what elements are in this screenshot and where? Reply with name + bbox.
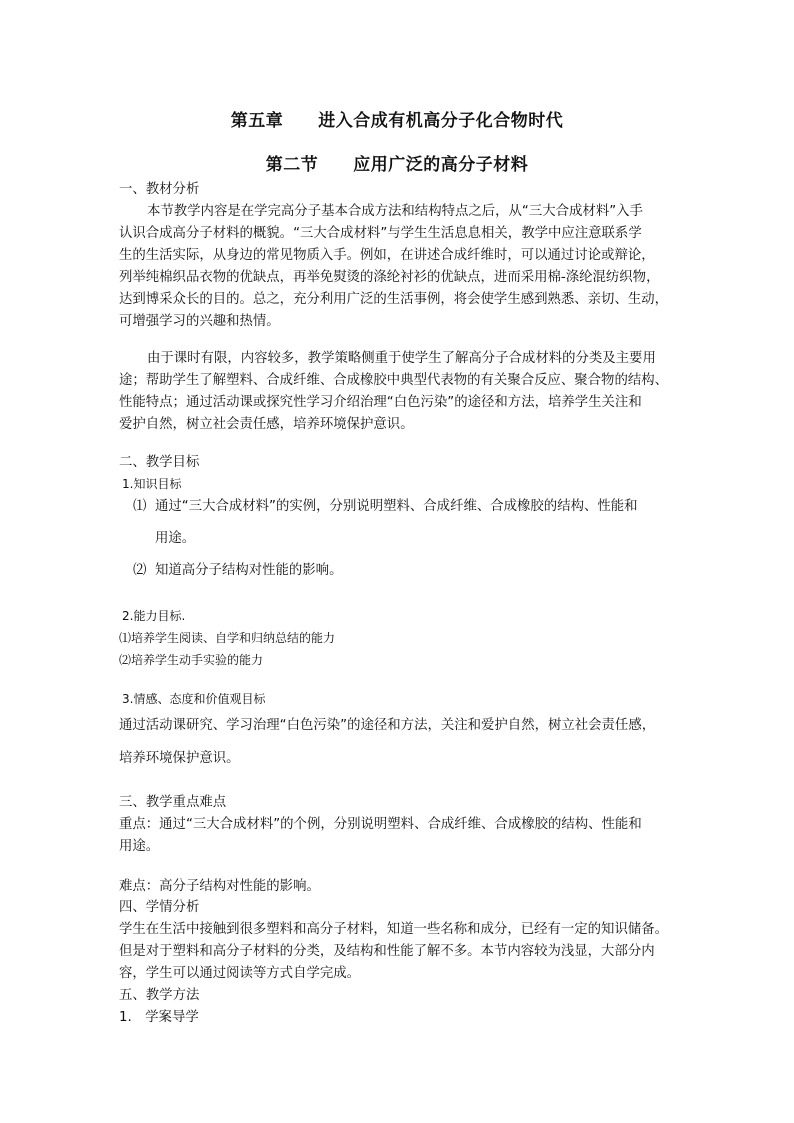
chapter-title: 第五章 进入合成有机高分子化合物时代 xyxy=(230,111,564,131)
method-item-1: 1. 学案导学 xyxy=(119,1010,199,1025)
heading-teaching-methods: 五、教学方法 xyxy=(119,988,200,1003)
paragraph-line: 生的生活实际，从身边的常见物质入手。例如，在讲述合成纤维时，可以通过讨论或辩论， xyxy=(119,248,655,263)
paragraph-line: 列举纯棉织品衣物的优缺点，再举免熨烫的涤纶衬衫的优缺点，进而采用棉-涤纶混纺织物， xyxy=(119,270,660,285)
key-point-line1: 重点：通过“三大合成材料”的个例，分别说明塑料、合成纤维、合成橡胶的结构、性能和 xyxy=(119,817,642,832)
paragraph-line: 可增强学习的兴趣和热情。 xyxy=(119,314,280,329)
list-number: ⑴ xyxy=(133,499,147,514)
heading-teaching-objectives: 二、教学目标 xyxy=(119,455,200,470)
paragraph-line: 容，学生可以通过阅读等方式自学完成。 xyxy=(119,966,361,981)
heading-key-points: 三、教学重点难点 xyxy=(119,795,227,810)
emotion-objective-title: 3.情感、态度和价值观目标 xyxy=(122,692,266,706)
emotion-objective-line1: 通过活动课研究、学习治理“白色污染”的途径和方法，关注和爱护自然，树立社会责任感， xyxy=(119,718,656,733)
paragraph-line: 途；帮助学生了解塑料、合成纤维、合成橡胶中典型代表物的有关聚合反应、聚合物的结构、 xyxy=(119,373,669,388)
paragraph-line: 达到博采众长的目的。总之，充分利用广泛的生活事例，将会使学生感到熟悉、亲切、生动， xyxy=(119,292,669,307)
paragraph-line: 但是对于塑料和高分子材料的分类，及结构和性能了解不多。本节内容较为浅显，大部分内 xyxy=(119,944,655,959)
knowledge-objective-1-line1: 通过“三大合成材料”的实例，分别说明塑料、合成纤维、合成橡胶的结构、性能和 xyxy=(155,499,638,514)
paragraph-line: 爱护自然，树立社会责任感，培养环境保护意识。 xyxy=(119,417,414,432)
paragraph-line: 本节教学内容是在学完高分子基本合成方法和结构特点之后，从“三大合成材料”入手 xyxy=(147,204,643,219)
heading-student-analysis: 四、学情分析 xyxy=(119,900,200,915)
key-point-line2: 用途。 xyxy=(119,839,160,854)
emotion-objective-line2: 培养环境保护意识。 xyxy=(119,751,240,766)
knowledge-objective-2: 知道高分子结构对性能的影响。 xyxy=(155,563,343,578)
paragraph-line: 认识合成高分子材料的概貌。“三大合成材料”与学生生活息息相关，教学中应注意联系学 xyxy=(119,226,642,241)
ability-objective-2: ⑵培养学生动手实验的能力 xyxy=(119,653,264,667)
knowledge-objective-title: 1.知识目标 xyxy=(122,477,182,491)
ability-objective-1: ⑴培养学生阅读、自学和归纳总结的能力 xyxy=(119,631,336,645)
knowledge-objective-1-line2: 用途。 xyxy=(155,531,196,546)
heading-textbook-analysis: 一、教材分析 xyxy=(119,182,200,197)
ability-objective-title: 2.能力目标. xyxy=(122,609,186,623)
difficult-point: 难点：高分子结构对性能的影响。 xyxy=(119,879,320,894)
paragraph-line: 学生在生活中接触到很多塑料和高分子材料，知道一些名称和成分，已经有一定的知识储备。 xyxy=(119,922,669,937)
list-number: ⑵ xyxy=(133,563,147,578)
paragraph-line: 性能特点；通过活动课或探究性学习介绍治理“白色污染”的途径和方法，培养学生关注和 xyxy=(119,395,642,410)
paragraph-line: 由于课时有限，内容较多，教学策略侧重于使学生了解高分子合成材料的分类及主要用 xyxy=(147,351,656,366)
section-title: 第二节 应用广泛的高分子材料 xyxy=(265,155,529,175)
